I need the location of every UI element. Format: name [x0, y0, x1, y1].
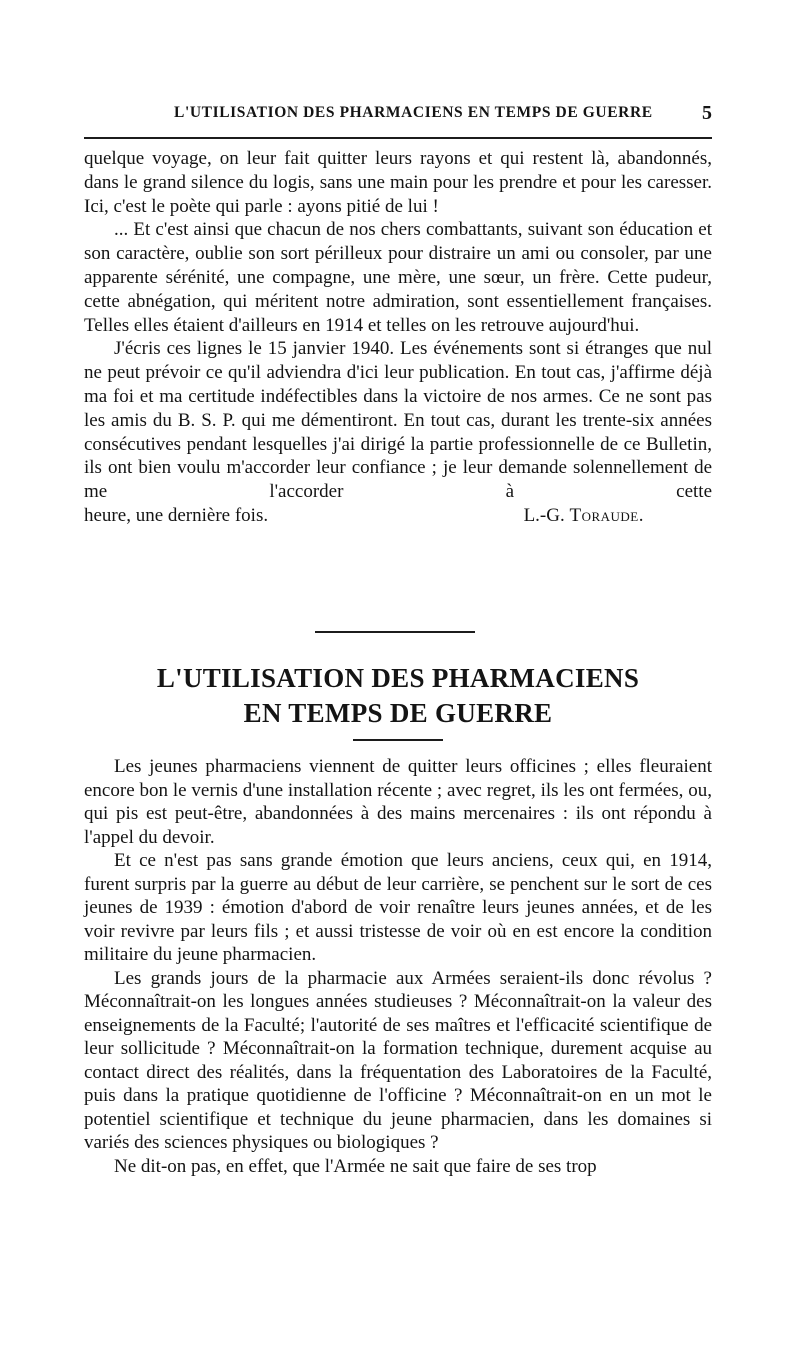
article-title-line-2: EN TEMPS DE GUERRE: [243, 698, 553, 728]
closing-text: heure, une dernière fois.: [84, 504, 269, 526]
page-number: 5: [702, 102, 712, 124]
previous-article-body: [84, 147, 712, 528]
paragraph: quelque voyage, on leur fait quitter leurs rayons et qui restent là, abandonnés, dans le grand silence du logis, sans une main pour les prendre et pour les caresser. Ici, c'est le poète qui parle : ayons pitié de lui !: [84, 148, 712, 217]
author-signature: [524, 504, 644, 528]
paragraph: Les jeunes pharmaciens viennent de quitter leurs officines ; elles fleuraient encore bon le vernis d'une installation récente ; avec regret, ils les ont fermées, ou, qui pis est peut-être, abandonnées à des mains mercenaires : ils ont répondu à l'appel du devoir.: [84, 756, 712, 848]
header-rule: [84, 137, 712, 139]
paragraph: Et ce n'est pas sans grande émotion que leurs anciens, ceux qui, en 1914, furent surpris par la guerre au début de leur carrière, se penchent sur le sort de ces jeunes de 1939 : émotion d'abord de voir renaître leurs jeunes années, et de les voir revivre par leurs fils ; et aussi tristesse de voir où en est encore la condition militaire du jeune pharmacien.: [84, 850, 712, 965]
running-header: [84, 102, 712, 126]
article-title-line-1: L'UTILISATION DES PHARMACIENS: [156, 663, 640, 693]
paragraph: Ne dit-on pas, en effet, que l'Armée ne sait que faire de ses trop: [114, 1155, 597, 1177]
paragraph: Les grands jours de la pharmacie aux Armées seraient-ils donc révolus ? Méconnaîtrait-on les longues années studieuses ? Méconnaîtrait-on la valeur des enseignements de la Faculté; l'autorité de ses maîtres et l'efficacité scientifique de leur sollicitude ? Méconnaîtrait-on la formation technique, durement acquise au contact direct des réalités, dans la fréquentation des Laboratoires de la Faculté, puis dans la pratique quotidienne de l'officine ? Méconnaîtrait-on en un mot le potentiel scientifique et technique du jeune pharmacien, dans les domaines si variés des sciences physiques ou biologiques ?: [84, 967, 712, 1153]
signature-name: Toraude.: [569, 504, 644, 526]
running-title: L'UTILISATION DES PHARMACIENS EN TEMPS DE GUERRE: [174, 104, 653, 121]
paragraph: J'écris ces lignes le 15 janvier 1940. Les événements sont si étranges que nul ne peut prévoir ce qu'il adviendra d'ici leur publication. En tout cas, j'affirme déjà ma foi et ma certitude indéfectibles dans la victoire de nos armes. Ce ne sont pas les amis du B. S. P. qui me démentiront. En tout cas, durant les trente-six années consécutives pendant lesquelles j'ai dirigé la partie professionnelle de ce Bulletin, ils ont bien voulu m'accorder leur confiance ; je leur demande solennellement de me l'accorder à cette: [84, 338, 712, 503]
article-title: [84, 661, 712, 731]
title-underline: [353, 739, 443, 741]
signature-initials: L.-G.: [523, 504, 565, 526]
new-article-body: [84, 755, 712, 1178]
paragraph: ... Et c'est ainsi que chacun de nos chers combattants, suivant son éducation et son caractère, oublie son sort périlleux pour distraire un ami ou consoler, par une apparente sérénité, une compagne, une mère, une sœur, un frère. Cette pudeur, cette abnégation, qui méritent notre admiration, sont essentiellement françaises. Telles elles étaient d'ailleurs en 1914 et telles on les retrouve aujourd'hui.: [84, 219, 712, 336]
section-divider: [315, 631, 475, 633]
closing-line: [84, 504, 712, 528]
